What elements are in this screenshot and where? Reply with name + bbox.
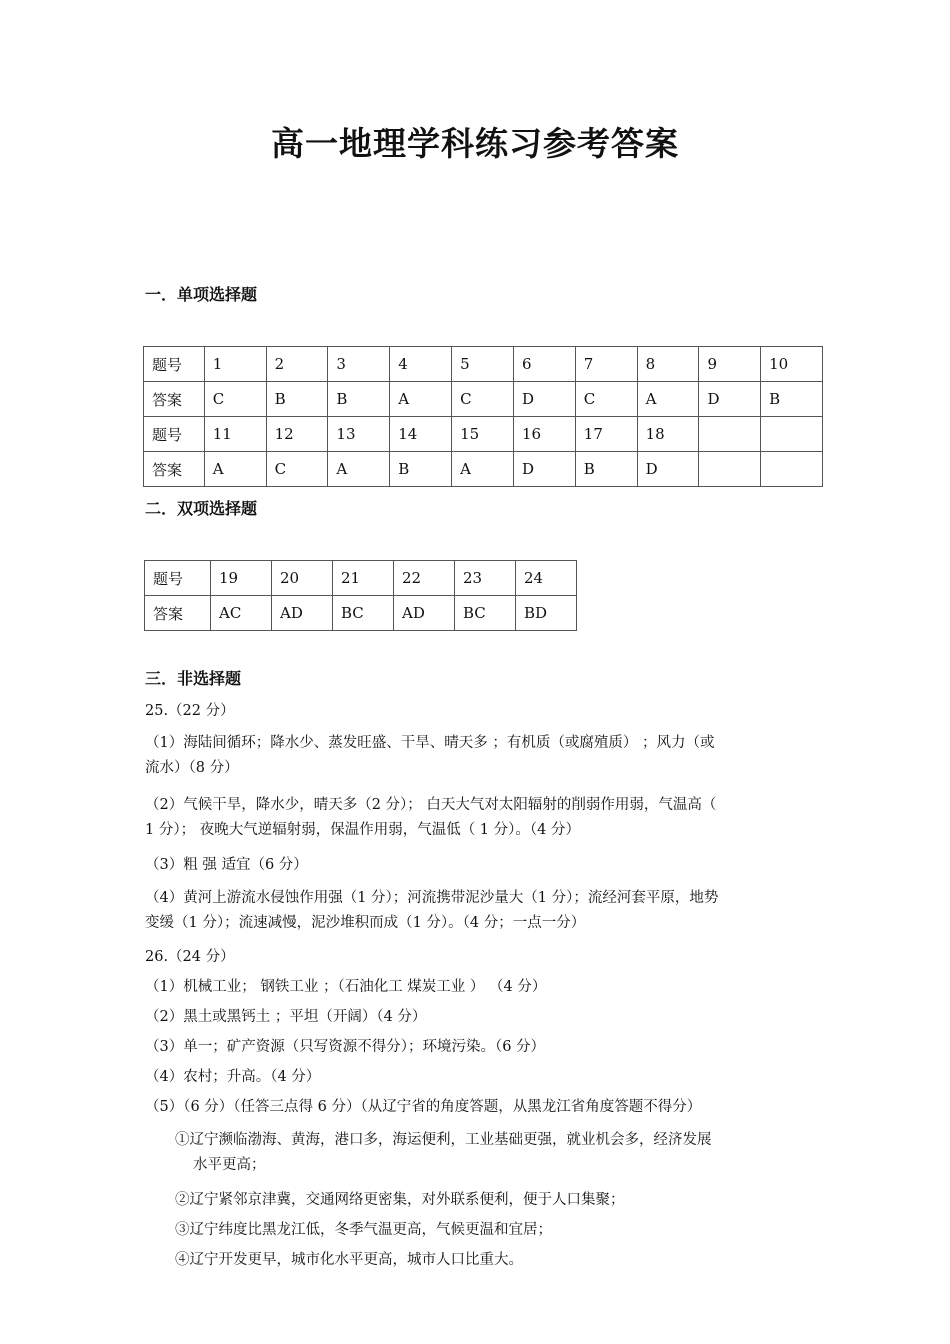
table-cell xyxy=(699,452,761,487)
table-cell: 21 xyxy=(333,561,394,596)
table-cell: 14 xyxy=(390,417,452,452)
answer-line: （1）海陆间循环；降水少、蒸发旺盛、干旱、晴天多 ；有机质（或腐殖质） ；风力（或 xyxy=(145,735,715,751)
table-cell: 19 xyxy=(211,561,272,596)
answer-line: （1）机械工业； 钢铁工业 ；（石油化工 煤炭工业 ） （4 分） xyxy=(145,979,547,995)
row-label-cell: 答案 xyxy=(144,452,205,487)
table-cell: BD xyxy=(516,596,577,631)
section-heading-single-choice: 一．单项选择题 xyxy=(145,285,258,304)
table-cell: C xyxy=(266,452,328,487)
table-cell: A xyxy=(390,382,452,417)
answer-point: ②辽宁紧邻京津冀，交通网络更密集，对外联系便利，便于人口集聚； xyxy=(175,1192,625,1208)
table-cell: 17 xyxy=(575,417,637,452)
table-cell: 10 xyxy=(761,347,823,382)
table-cell: D xyxy=(513,382,575,417)
table-cell: C xyxy=(452,382,514,417)
table-cell xyxy=(699,417,761,452)
table-cell: A xyxy=(637,382,699,417)
answer-line: 26.（24 分） xyxy=(145,949,235,965)
table-cell: 24 xyxy=(516,561,577,596)
table-cell: 22 xyxy=(394,561,455,596)
table-cell: BC xyxy=(455,596,516,631)
answer-line: （4）农村；升高。（4 分） xyxy=(145,1069,321,1085)
table-cell: B xyxy=(266,382,328,417)
table-cell: D xyxy=(699,382,761,417)
answer-point: ③辽宁纬度比黑龙江低，冬季气温更高，气候更温和宜居； xyxy=(175,1222,552,1238)
table-cell: 4 xyxy=(390,347,452,382)
answer-point: ①辽宁濒临渤海、黄海，港口多，海运便利，工业基础更强，就业机会多，经济发展 xyxy=(175,1132,712,1148)
table-cell: 3 xyxy=(328,347,390,382)
row-label-cell: 题号 xyxy=(144,417,205,452)
table-cell: 18 xyxy=(637,417,699,452)
table-cell: 1 xyxy=(204,347,266,382)
table-cell: A xyxy=(328,452,390,487)
table-cell: 15 xyxy=(452,417,514,452)
answer-line: 25.（22 分） xyxy=(145,703,235,719)
answer-line: 流水）（8 分） xyxy=(145,760,239,776)
table-cell: AD xyxy=(272,596,333,631)
table-cell: 6 xyxy=(513,347,575,382)
table-cell: 2 xyxy=(266,347,328,382)
answer-point-continued: 水平更高； xyxy=(193,1157,266,1173)
table-cell: B xyxy=(390,452,452,487)
table-row xyxy=(144,417,823,452)
table-cell: D xyxy=(513,452,575,487)
answer-line: （4）黄河上游流水侵蚀作用强（1 分）；河流携带泥沙量大（1 分）；流经河套平原，地势 xyxy=(145,890,719,906)
row-label-cell: 答案 xyxy=(145,596,211,631)
table-cell: 23 xyxy=(455,561,516,596)
table-cell: 16 xyxy=(513,417,575,452)
table-cell: C xyxy=(575,382,637,417)
answer-line: 1 分）； 夜晚大气逆辐射弱，保温作用弱，气温低（ 1 分）。（4 分） xyxy=(145,822,580,838)
table-cell: 5 xyxy=(452,347,514,382)
table-cell: BC xyxy=(333,596,394,631)
table-cell: 20 xyxy=(272,561,333,596)
table-row xyxy=(144,382,823,417)
table-row xyxy=(144,452,823,487)
table-cell: B xyxy=(761,382,823,417)
table-cell: B xyxy=(575,452,637,487)
table-row xyxy=(145,596,577,631)
table-cell: AD xyxy=(394,596,455,631)
table-row xyxy=(144,347,823,382)
table-cell: 12 xyxy=(266,417,328,452)
section-heading-non-choice: 三．非选择题 xyxy=(145,669,242,688)
table-cell: A xyxy=(452,452,514,487)
row-label-cell: 题号 xyxy=(145,561,211,596)
answer-line: （3）粗 强 适宜（6 分） xyxy=(145,857,308,873)
table-cell: C xyxy=(204,382,266,417)
answer-line: （2）气候干旱，降水少，晴天多（2 分）； 白天大气对太阳辐射的削弱作用弱，气温高（ xyxy=(145,797,717,813)
row-label-cell: 答案 xyxy=(144,382,205,417)
answer-line: 变缓（1 分）；流速减慢，泥沙堆积而成（1 分）。（4 分；一点一分） xyxy=(145,915,586,931)
table-row xyxy=(145,561,577,596)
single-choice-answer-table xyxy=(143,346,823,487)
page-title: 高一地理学科练习参考答案 xyxy=(271,124,679,163)
answer-line: （2）黑土或黑钙土 ；平坦（开阔）（4 分） xyxy=(145,1009,427,1025)
row-label-cell: 题号 xyxy=(144,347,205,382)
table-cell: A xyxy=(204,452,266,487)
table-cell xyxy=(761,417,823,452)
table-cell: 8 xyxy=(637,347,699,382)
table-cell: 13 xyxy=(328,417,390,452)
answer-point: ④辽宁开发更早，城市化水平更高，城市人口比重大。 xyxy=(175,1252,523,1268)
table-cell: 11 xyxy=(204,417,266,452)
answer-line: （3）单一；矿产资源（只写资源不得分）；环境污染。（6 分） xyxy=(145,1039,546,1055)
table-cell: 9 xyxy=(699,347,761,382)
table-cell: D xyxy=(637,452,699,487)
double-choice-answer-table xyxy=(144,560,577,631)
table-cell xyxy=(761,452,823,487)
table-cell: AC xyxy=(211,596,272,631)
table-cell: B xyxy=(328,382,390,417)
section-heading-double-choice: 二．双项选择题 xyxy=(145,499,258,518)
table-cell: 7 xyxy=(575,347,637,382)
answer-line: （5）（6 分）（任答三点得 6 分）（从辽宁省的角度答题，从黑龙江省角度答题不得分） xyxy=(145,1099,702,1115)
